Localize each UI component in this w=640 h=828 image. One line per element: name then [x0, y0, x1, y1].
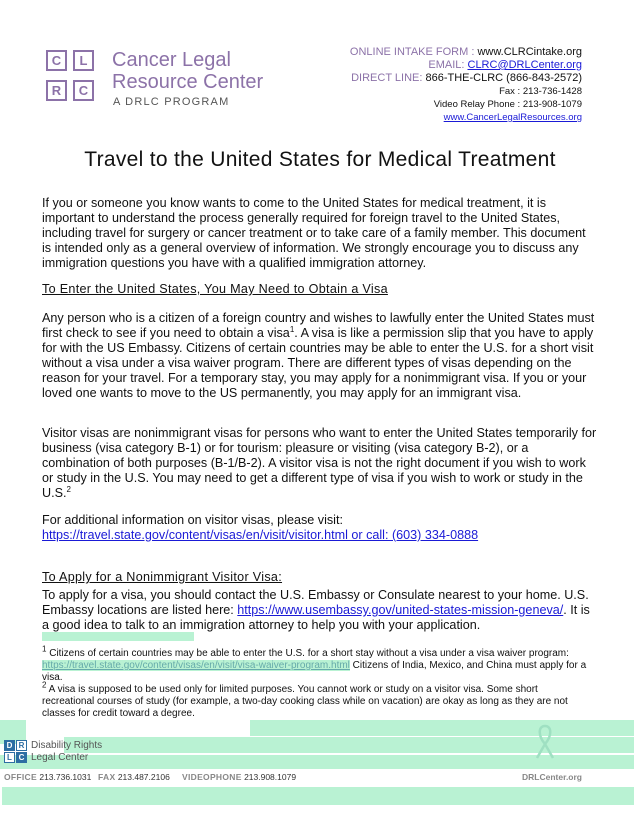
intro-paragraph: If you or someone you know wants to come to the United States for medical treatment, it is important to understand the process generally required for foreign travel to the United States, including travel for surgery or cancer treatment or to take care of a family member. This document is intended only as a general overview of information. We strongly encourage you to discuss any immigration questions you have with a qualified immigration attorney. — [42, 196, 586, 270]
apply-paragraph — [42, 588, 598, 633]
logo-name-line2: Resource Center — [112, 71, 264, 93]
intake-label: ONLINE INTAKE FORM : — [349, 46, 478, 58]
highlight-block — [250, 720, 634, 736]
email-row — [350, 59, 582, 72]
section-heading-apply: To Apply for a Nonimmigrant Visitor Visa: — [42, 570, 283, 584]
drlc-logo-letter: R — [16, 740, 27, 751]
logo-letter: C — [73, 80, 94, 101]
direct-line-row — [350, 72, 582, 85]
footnote-1 — [42, 644, 590, 684]
embassy-link[interactable]: https://www.usembassy.gov/united-states-mission-geneva/ — [237, 603, 564, 617]
more-info-paragraph — [42, 513, 598, 543]
apply-text-a: To apply for a visa, you should contact the U.S. Embassy or Consulate nearest to your home. U.S. Embassy locations are listed here: — [42, 588, 589, 617]
footer-fax — [98, 772, 170, 782]
website-link[interactable]: www.CancerLegalResources.org — [443, 112, 582, 123]
footnote-2-text: A visa is supposed to be used only for limited purposes. You cannot work or study on a visitor visa. Some short recreational courses of study (for example, a two-day cooking class while on vacation) are okay as long as they are not classes for credit toward a degree. — [42, 684, 568, 719]
footnote-1-text-b: Citizens of India, Mexico, and China must apply for a visa. — [42, 660, 587, 683]
visitor-visa-text: Visitor visas are nonimmigrant visas for persons who want to enter the United States temporarily for business (visa category B-1) or for tourism: pleasure or visiting (visa category B-2), or a combination of both purposes (B-1/B-2). A visitor visa is not the right document if you wish to work or study in the U.S. You may need to get a different type of visa if you wish to work or study in the U.S. — [42, 426, 597, 500]
footer-office — [4, 772, 91, 782]
clrc-logo — [46, 50, 296, 112]
videophone-value: 213.908.1079 — [244, 772, 297, 782]
visa-paragraph — [42, 311, 598, 401]
footnote-2-number: 2 — [42, 680, 47, 690]
intake-value: www.CLRCintake.org — [477, 46, 582, 58]
highlight-block — [2, 787, 634, 805]
footer-videophone — [182, 772, 296, 782]
drlc-logo — [4, 740, 124, 766]
drlc-name — [31, 740, 102, 764]
drlc-logo-letter: C — [16, 752, 27, 763]
visitor-visa-link[interactable]: https://travel.state.gov/content/visas/en/visit/visitor.html or call: (603) 334-0888 — [42, 528, 479, 542]
visa-paragraph-text-b: . A visa is like a permission slip that you have to apply for with the US Embassy. Citizens of certain countries may be able to enter the U.S. for a short visit without a visa under a visa waiver program. There are different types of visas depending on the reason for your travel. For a temporary stay, you may apply for a nonimmigrant visa. If you or your loved one wants to move to the US permanently, you may apply for an immigrant visa. — [42, 326, 594, 400]
drlc-logo-letter: D — [4, 740, 15, 751]
logo-letter: L — [73, 50, 94, 71]
email-link[interactable]: CLRC@DRLCenter.org — [467, 59, 582, 71]
footnote-2 — [42, 680, 590, 720]
contact-block — [350, 46, 582, 124]
logo-letter: R — [46, 80, 67, 101]
ribbon-icon — [530, 722, 560, 762]
footnote-separator — [42, 632, 194, 641]
videophone-label: VIDEOPHONE — [182, 772, 242, 782]
direct-line-value: 866-THE-CLRC (866-843-2572) — [425, 72, 582, 84]
logo-letter: C — [46, 50, 67, 71]
footer-site[interactable]: DRLCenter.org — [522, 772, 582, 782]
drlc-logo-letter: L — [4, 752, 15, 763]
clrc-logo-mark — [46, 50, 102, 106]
direct-line-label: DIRECT LINE: — [351, 72, 426, 84]
more-info-text: For additional information on visitor visas, please visit: — [42, 513, 343, 527]
logo-org-name — [112, 49, 263, 93]
fax-label: FAX — [98, 772, 116, 782]
intake-row — [350, 46, 582, 59]
footnote-ref-2: 2 — [66, 484, 71, 494]
office-value: 213.736.1031 — [39, 772, 92, 782]
drlc-name-line2: Legal Center — [31, 752, 89, 763]
fax-value: 213.487.2106 — [117, 772, 170, 782]
email-label: EMAIL: — [428, 59, 468, 71]
footnote-1-number: 1 — [42, 644, 47, 654]
visa-paragraph-text-a: Any person who is a citizen of a foreign country and wishes to lawfully enter the United States must first check to see if you need to obtain a visa — [42, 311, 595, 340]
office-label: OFFICE — [4, 772, 37, 782]
video-relay-line: Video Relay Phone : 213-908-1079 — [433, 99, 582, 110]
section-heading-visa: To Enter the United States, You May Need to Obtain a Visa — [42, 282, 388, 296]
visa-waiver-link[interactable]: https://travel.state.gov/content/visas/en/visit/visa-waiver-program.html — [42, 660, 350, 671]
footnote-1-text-a: Citizens of certain countries may be able to enter the U.S. for a short stay without a visa under a visa waiver program: — [46, 648, 569, 659]
apply-text-b: . It is a good idea to talk to an immigration attorney to help you with your application. — [42, 603, 590, 632]
logo-name-line1: Cancer Legal — [112, 49, 231, 71]
footnote-ref-1: 1 — [289, 324, 295, 334]
page-title: Travel to the United States for Medical Treatment — [84, 148, 556, 171]
visitor-visa-paragraph — [42, 426, 598, 501]
logo-tagline: A DRLC PROGRAM — [113, 96, 230, 108]
drlc-name-line1: Disability Rights — [31, 740, 103, 751]
fax-line: Fax : 213-736-1428 — [499, 86, 582, 97]
